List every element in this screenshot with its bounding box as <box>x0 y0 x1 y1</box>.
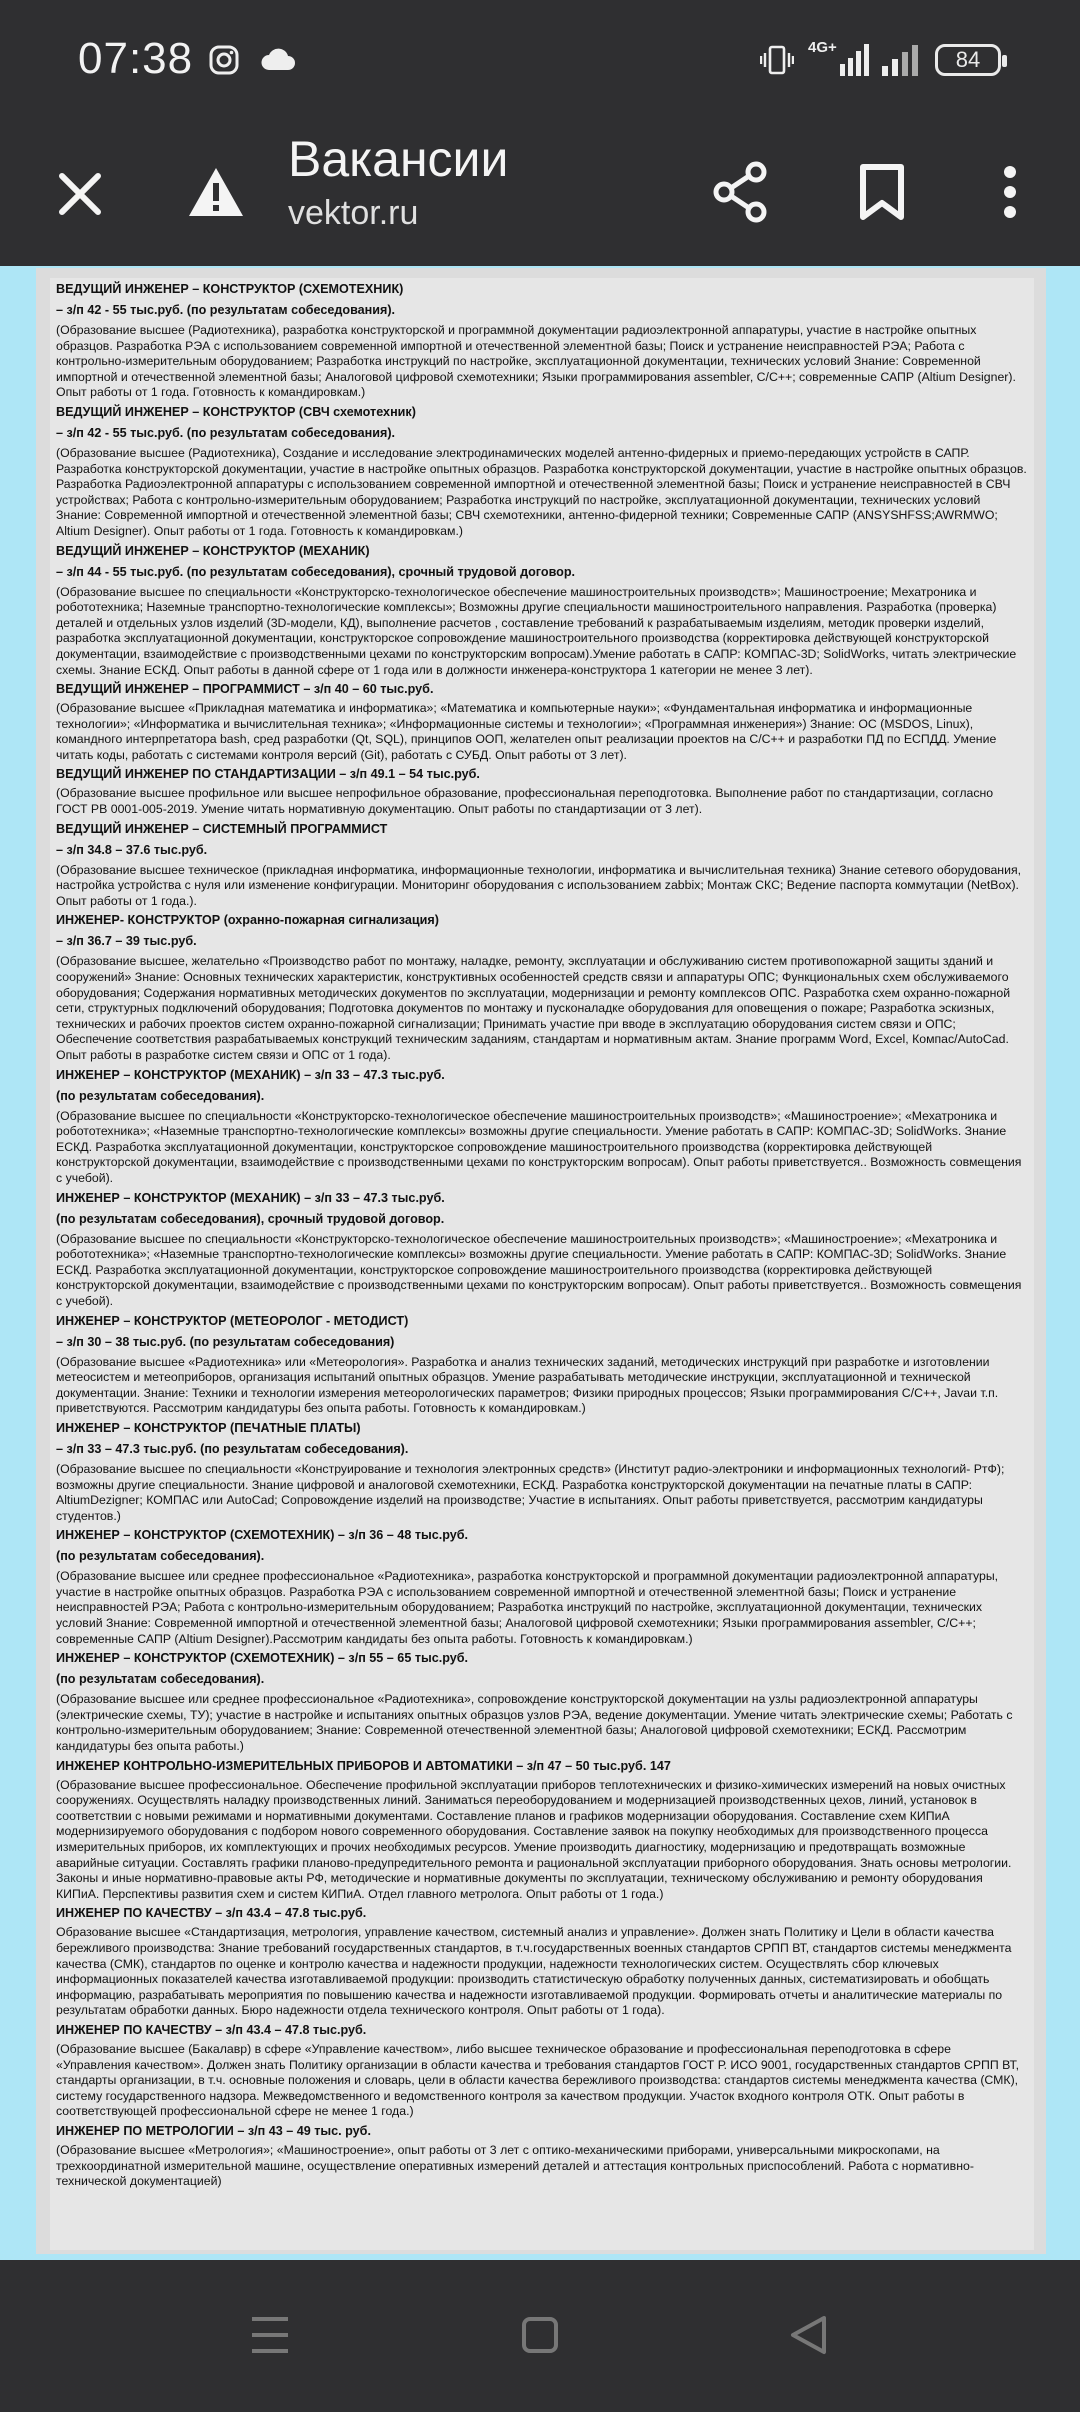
signal-icon <box>880 42 924 83</box>
vacancy-description: (Образование высшее техническое (прикладная информатика, информационные технологии, информатика и вычислительная техника) Знание сетевого оборудования, настройка устройства с нуля или изменение конфигурации. Мониторинг оборудования с использованием zabbix; Монтаж СКС; Ведение паспорта коммутации (NetBox). Опыт работы от 1 года.). <box>56 862 1022 908</box>
vacancy-title: ВЕДУЩИЙ ИНЖЕНЕР – КОНСТРУКТОР (СХЕМОТЕХНИК) <box>56 282 404 296</box>
vacancy-salary: (по результатам собеседования). <box>56 1088 265 1103</box>
vacancy-description: (Образование высшее профессиональное. Обеспечение профильной эксплуатации приборов теплотехнических и физико-химических измерений на новых очистных сооружениях. Осуществлять наладку производственных линий. Заниматься переоборудованием и модернизацией производственных цехов, линий, установок в соответствии с новыми режимами и нормативными документами. Составление планов и графиков модернизации оборудования. Составление схем КИПиА модернизируемого оборудования с подбором нового современного оборудования. Составление заявок на покупку необходимых для производственного процесса измерительных приборов, их комплектующих и прочих необходимых ресурсов. Умение производить диагностику, модернизацию и предотвращать возможные аварийные ситуации. Составлять графики планово-предупредительного ремонта и рациональной эксплуатации приборного оборудования. Знать основы метрологии. Законы и иные нормативно-правовые акты РФ, методические и нормативные документы по эксплуатации, техническому обслуживанию и ремонту оборудования КИПиА. Перспективы развития схем и систем КИПиА. Отдел главного метролога. Опыт работы от 1 года.) <box>56 1777 1012 1901</box>
vacancy-item <box>50 2122 1034 2190</box>
vacancy-salary: – з/п 34.8 – 37.6 тыс.руб. <box>56 842 208 857</box>
vacancy-item <box>50 1649 1034 1754</box>
menu-icon <box>249 2315 291 2355</box>
vacancy-description: (Образование высшее, желательно «Производство работ по монтажу, наладке, ремонту, эксплуатации и обслуживанию систем противопожарной защиты зданий и сооружений» Знание: Основных технических характеристик, конструктивных особенностей средств связи и аппаратуры ОПС; Функциональных схем обслуживаемого оборудования; Содержания нормативных методических документов по эксплуатации, модернизации и ремонту комплексов ОПС. Разработка схем охранно-пожарной сети, структурных подключений оборудования; Подготовка документов по монтажу и пусконаладке оборудования для оповещения о пожаре; Разработка эскизных, технических и рабочих проектов систем охранно-пожарной сигнализации; Принимать участие при вводе в эксплуатацию оборудования систем связи и ОПС; Обеспечение соответствия разрабатываемых конструкций техническим заданиям, стандартам и нормативным актам. Знание программ Word, Excel, Компас/AutoCad. Опыт работы в разработке систем связи и ОПС от 1 года). <box>56 954 1011 1062</box>
vacancy-title: ИНЖЕНЕР ПО КАЧЕСТВУ – з/п 43.4 – 47.8 тыс.руб. <box>56 1906 367 1921</box>
vacancy-item <box>50 911 1034 1063</box>
back-triangle-icon <box>788 2314 828 2356</box>
back-button[interactable] <box>768 2300 848 2370</box>
vacancy-title: ИНЖЕНЕР ПО КАЧЕСТВУ – з/п 43.4 – 47.8 тыс.руб. <box>56 2022 367 2037</box>
status-time: 07:38 <box>78 34 194 83</box>
vacancy-title: ВЕДУЩИЙ ИНЖЕНЕР – ПРОГРАММИСТ – з/п 40 – 60 тыс.руб. <box>56 682 434 697</box>
vacancy-description: (Образование высшее «Прикладная математика и информатика»; «Математика и компьютерные науки»; «Фундаментальная информатика и информационные технологии»; «Информатика и вычислительная техника»; «Информационные системы и технологии»; «Программная инженерия») Знание: ОС (MSDOS, Linux), командного интерпретатора bash, сред разработки (Qt, SQL), принципов ООП, желателен опыт реализации проектов на С/С++ и разработки ПД по ЕСПДД. Умение читать коды, работать с системами контроля версий (Git), работать с СУБД. Опыт работы от 3 лет). <box>56 701 997 762</box>
security-warning-button[interactable] <box>176 152 256 232</box>
vacancy-item <box>50 1066 1034 1187</box>
vacancy-item <box>50 1312 1034 1417</box>
vacancy-title: ИНЖЕНЕР – КОНСТРУКТОР (СХЕМОТЕХНИК) – з/п 55 – 65 тыс.руб. <box>56 1651 469 1666</box>
vacancy-salary: – з/п 42 - 55 тыс.руб. (по результатам собеседования). <box>56 425 396 440</box>
home-square-icon <box>521 2316 559 2354</box>
vacancy-title: ИНЖЕНЕР ПО МЕТРОЛОГИИ – з/п 43 – 49 тыс. руб. <box>56 2123 371 2138</box>
vacancy-description: (Образование высшее по специальности «Конструкторско-технологическое обеспечение машиностроительных производств»; «Машиностроение»; «Мехатроника и робототехника»; «Наземные транспортно-технологические комплексы» возможны другие специальности. Умение работать в САПР: КОМПАС-3D; SolidWorks. Знание ЕСКД. Разработка эксплуатационной документации, конструкторское сопровождение машиностроительного производства (корректировка действующей конструкторской документации, взаимодействие с производственными цехами по конструкторским вопросам). Опыт работы приветствуется.. Возможность совмещения с учебой). <box>56 1231 1022 1308</box>
vacancy-item <box>50 403 1034 540</box>
vacancy-description: (Образование высшее по специальности «Конструкторско-технологическое обеспечение машиностроительных производств»; Машиностроение; Мехатроника и робототехника; Наземные транспортно-технологические комплексы»; Возможны другие специальности машиностроительного направления. Разработка (проверка) деталей и отдельных узлов изделий (3D-модели, КД), выполнение расчетов , составление требований к разрабатываемым изделиям, методик проверки изделий, разработка эксплуатационной документации, конструкторское сопровождение машиностроительного производства (корректировка действующей конструкторской документации, взаимодействие с производственными цехами по конструкторским вопросам).Умение работать в САПР: КОМПАС-3D; SolidWorks, читать электрические схемы. Знание ЕСКД. Опыт работы в данной сфере от 1 года или в должности инженера-конструктора 1 категории не менее 3 лет). <box>56 584 1017 677</box>
status-bar <box>0 0 1080 122</box>
page-title: Вакансии <box>288 131 509 187</box>
vacancy-title: ИНЖЕНЕР – КОНСТРУКТОР (МЕТЕОРОЛОГ - МЕТОДИСТ) <box>56 1313 409 1328</box>
vacancy-item <box>50 1526 1034 1647</box>
network-type: 4G+ <box>808 39 837 56</box>
bookmark-icon <box>859 163 905 221</box>
vacancy-item <box>50 280 1034 401</box>
vacancy-salary: (по результатам собеседования). <box>56 1549 265 1564</box>
more-vertical-icon <box>1002 164 1018 220</box>
recent-apps-button[interactable] <box>230 2300 310 2370</box>
instagram-icon <box>208 44 240 81</box>
vacancy-title: ВЕДУЩИЙ ИНЖЕНЕР – КОНСТРУКТОР (МЕХАНИК) <box>56 543 370 558</box>
vacancy-salary: – з/п 44 - 55 тыс.руб. (по результатам собеседования), срочный трудовой договор. <box>56 564 576 579</box>
vacancy-item <box>50 680 1034 763</box>
vacancy-description: (Образование высшее (Радиотехника), Создание и исследование электродинамических моделей антенно-фидерных и приемо-передающих устройств в САПР. Разработка конструкторской документации, участие в настройке опытных образцов. Разработка конструкторской документации, участие в настройке опытных образцов. Разработка Радиоэлектронной аппаратуры с использованием современной импортной и отечественной элементной базы; Поиск и устранение неисправностей в СВЧ устройствах; Работа с контрольно-измерительным оборудованием; Разработка инструкций по настройке, эксплуатационной документации, технических условий Знание: Современной импортной и отечественной элементной базы; СВЧ схемотехники, антенно-фидерной техники; Современные САПР (ANSYSHFSS;AWRMWO; Altium Designer). Опыт работы от 1 года. Готовность к командировкам.) <box>56 445 1027 538</box>
vacancy-salary: – з/п 33 – 47.3 тыс.руб. (по результатам собеседования). <box>56 1441 409 1456</box>
system-nav-bar <box>0 2260 1080 2412</box>
vacancy-title: ИНЖЕНЕР – КОНСТРУКТОР (МЕХАНИК) – з/п 33 – 47.3 тыс.руб. <box>56 1190 445 1205</box>
share-icon <box>710 161 770 223</box>
vacancy-item <box>50 1419 1034 1524</box>
vacancy-salary: – з/п 42 - 55 тыс.руб. (по результатам собеседования). <box>56 303 396 317</box>
page-domain: vektor.ru <box>288 194 419 232</box>
browser-toolbar <box>0 122 1080 266</box>
vacancy-item <box>50 1904 1034 2019</box>
vacancy-description: (Образование высшее профильное или высшее непрофильное образование, профессиональная переподготовка. Выполнение работ по стандартизации, согласно ГОСТ РВ 0001-005-2019. Умение читать нормативную документацию. Опыт работы по стандартизации от 3 лет). <box>56 786 994 817</box>
battery-indicator: 84 <box>935 44 1001 76</box>
vacancy-item <box>50 765 1034 817</box>
close-button[interactable] <box>40 154 120 234</box>
vacancy-title: ИНЖЕНЕР – КОНСТРУКТОР (СХЕМОТЕХНИК) – з/п 36 – 48 тыс.руб. <box>56 1528 469 1543</box>
vacancy-description: (Образование высшее по специальности «Конструкторско-технологическое обеспечение машиностроительных производств»; «Машиностроение»; «Мехатроника и робототехника»; «Наземные транспортно-технологические комплексы» возможны другие специальности. Умение работать в САПР: КОМПАС-3D; SolidWorks. Знание ЕСКД. Разработка эксплуатационной документации, конструкторское сопровождение машиностроительного производства (корректировка действующей конструкторской документации, взаимодействие с производственными цехами по конструкторским вопросам). Опыт работы приветствуется.. Возможность совмещения с учебой). <box>56 1108 1022 1185</box>
close-icon <box>56 170 104 218</box>
vacancy-description: (Образование высшее (Радиотехника), разработка конструкторской и программной документации радиоэлектронной аппаратуры, участие в настройке опытных образцов. Разработка РЭА с использованием современной импортной и отечественной элементной базы; Поиск и устранение неисправностей РЭА; Работа с контрольно-измерительным оборудованием; Разработка инструкций по настройке, эксплуатационной документации, технических условий Знание: Современной импортной и отечественной элементной базы; Аналоговой цифровой схемотехники; Языки программирования assembler, C/C++; современные САПР (Altium Designer). Опыт работы от 1 года. Готовность к командировкам.) <box>56 323 1016 400</box>
share-button[interactable] <box>700 152 780 232</box>
vacancy-salary: – з/п 36.7 – 39 тыс.руб. <box>56 934 197 949</box>
vacancy-description: Образование высшее «Стандартизация, метрология, управление качеством, системный анализ и управление». Должен знать Политику и Цели в области качества бережливого производства: Знание требований государственных стандартов, в т.ч.государственных военных стандартов СРПП ВТ, стандартов системы менеджмента качества (СМК), стандартов по оценке и контролю качества и надежности продукции, надежности технологических систем. Осуществлять сбор ключевых информационных показателей качества изготавливаемой продукции: производить статистическую обработку полученных данных, систематизировать и обобщать информацию, разрабатывать мероприятия по повышению качества и надежности изготавливаемой продукции. Формировать отчеты и аналитические материалы по результатам обработки данных. Бюро надежности отдела технического контроля. Опыт работы от 1 года). <box>56 1925 1012 2018</box>
vacancy-title: ИНЖЕНЕР – КОНСТРУКТОР (МЕХАНИК) – з/п 33 – 47.3 тыс.руб. <box>56 1067 445 1082</box>
vacancy-description: (Образование высшее (Бакалавр) в сфере «Управление качеством», либо высшее техническое образование и профессиональная переподготовка в сфере «Управления качеством». Должен знать Политику организации в области качества и требования стандартов ГОСТ Р. ИСО 9001, государственных стандартов СРПП ВТ, стандарты организации, в т.ч. основные положения и словарь, цели в области качества бережливого производства: стандартов системы менеджмента качества (СМК), систему государственного надзора. Межведомственного и ведомственного контроля за качеством продукции. Участок входного контроля ОТК. Опыт работы в соответствующей профессиональной сфере не менее 1 года.) <box>56 2041 1020 2119</box>
more-options-button[interactable] <box>980 152 1040 232</box>
vacancy-item <box>50 542 1034 679</box>
vacancy-description: (Образование высшее или среднее профессиональное «Радиотехника», сопровождение конструкторской документации на узлы радиоэлектронной аппаратуры (электрические схемы, ТУ); участие в настройке и испытаниях опытных образцов узлов РЭА, ведение документации. Умение читать электрические схемы; Работать с контрольно-измерительным оборудованием; Знание: Современной отечественной элементной базы; Аналоговой цифровой схемотехники; ЕСКД. Рассмотрим кандидатуры без опыта работы.) <box>56 1692 1013 1754</box>
vacancy-title: ИНЖЕНЕР КОНТРОЛЬНО-ИЗМЕРИТЕЛЬНЫХ ПРИБОРОВ И АВТОМАТИКИ – з/п 47 – 50 тыс.руб. 147 <box>56 1758 671 1773</box>
cloud-icon <box>260 46 296 77</box>
vacancy-item <box>50 2021 1034 2120</box>
signal-4g-icon <box>806 38 872 83</box>
vacancy-item <box>50 820 1034 910</box>
vacancy-description: (Образование высшее или среднее профессиональное «Радиотехника», разработка конструкторской и программной документации радиоэлектронной аппаратуры, участие в настройке опытных образцов. Разработка РЭА с использованием современной импортной и отечественной элементной базы; Поиск и устранение неисправностей РЭА; Работа с контрольно-измерительным оборудованием; Разработка инструкций по настройке, эксплуатационной документации, технических условий Знание: Современной импортной и отечественной элементной базы; Аналоговой цифровой схемотехники; Языки программирования assembler, C/C++; современные САПР (Altium Designer).Рассмотрим кандидаты без опыта работы. Готовность к командировкам.) <box>56 1569 999 1646</box>
vacancy-title: ИНЖЕНЕР – КОНСТРУКТОР (ПЕЧАТНЫЕ ПЛАТЫ) <box>56 1420 361 1435</box>
vacancy-salary: (по результатам собеседования). <box>56 1672 265 1687</box>
home-button[interactable] <box>500 2300 580 2370</box>
vacancy-item <box>50 1757 1034 1903</box>
vacancy-salary: (по результатам собеседования), срочный трудовой договор. <box>56 1211 445 1226</box>
warning-icon <box>187 166 245 218</box>
vacancies-document[interactable] <box>36 268 1046 2254</box>
vacancy-description: (Образование высшее по специальности «Конструирование и технология электронных средств» (Институт радио-электроники и информационных технологий- РтФ); возможны другие специальности. Знание цифровой и аналоговой схемотехники, ЕСКД. Разработка конструкторской документации на печатные платы в САПР: AltiumDezigner; КОМПАС или AutoCad; Сопровождение изделий на производстве; Участие в испытаниях. Опыт работы приветствуется, рассмотрим кандидатуры студентов.) <box>56 1461 1005 1523</box>
vacancy-description: (Образование высшее «Радиотехника» или «Метеорология». Разработка и анализ технических заданий, методических инструкций при разработке и изготовлении метеосистем и метеоприборов, организация испытаний опытных образцов. Умение разрабатывать методические инструкции, эксплуатационной и технической документации. Знание: Техники и технологии измерения метеорологических параметров; Физики природных процессов; Языки программирования С/С++, Javaи т.п. приветствуются. Рассмотрим кандидатуры без опыта работы. Готовность к командировкам.) <box>56 1354 999 1416</box>
vacancy-item <box>50 1189 1034 1310</box>
vibrate-icon <box>760 44 794 81</box>
vacancies-list <box>50 278 1034 2250</box>
bookmark-button[interactable] <box>842 152 922 232</box>
vacancy-description: (Образование высшее «Метрология»; «Машиностроение», опыт работы от 3 лет с оптико-механическими приборами, универсальными микроскопами, на трехкоординатной измерительной машине, осуществление оперативных измерений деталей и аттестация контрольных приспособлений. Работа с нормативно-технической документацией) <box>56 2142 974 2189</box>
vacancy-title: ВЕДУЩИЙ ИНЖЕНЕР – СИСТЕМНЫЙ ПРОГРАММИСТ <box>56 821 388 836</box>
vacancy-title: ВЕДУЩИЙ ИНЖЕНЕР ПО СТАНДАРТИЗАЦИИ – з/п 49.1 – 54 тыс.руб. <box>56 767 480 782</box>
vacancy-title: ВЕДУЩИЙ ИНЖЕНЕР – КОНСТРУКТОР (СВЧ схемотехник) <box>56 404 416 419</box>
vacancy-title: ИНЖЕНЕР- КОНСТРУКТОР (охранно-пожарная сигнализация) <box>56 913 439 928</box>
vacancy-salary: – з/п 30 – 38 тыс.руб. (по результатам собеседования) <box>56 1334 395 1349</box>
